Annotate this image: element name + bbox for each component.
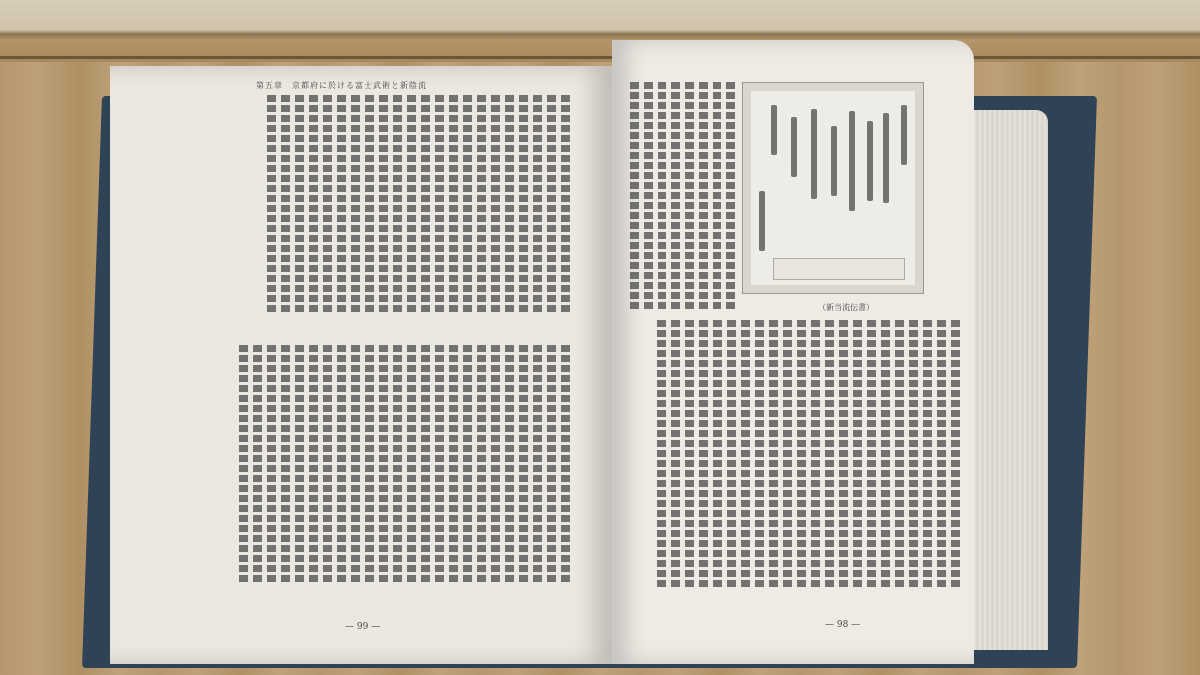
page-edges (970, 110, 1048, 650)
left-page-number: — 99 — (345, 622, 381, 632)
wood-shelf-top (0, 0, 1200, 62)
right-page-number: — 98 — (825, 620, 861, 630)
right-page-lower-text (630, 320, 960, 590)
left-page-header: 第五章 京都府に於ける富士武術と新陰流 (256, 81, 427, 90)
document-photo (742, 82, 924, 294)
figure-caption: （新当流伝書） (818, 303, 874, 312)
plank-gap (0, 56, 1200, 59)
left-page-upper-text (240, 95, 570, 315)
left-page-lower-text (200, 345, 570, 585)
right-page-upper-text (630, 82, 735, 312)
